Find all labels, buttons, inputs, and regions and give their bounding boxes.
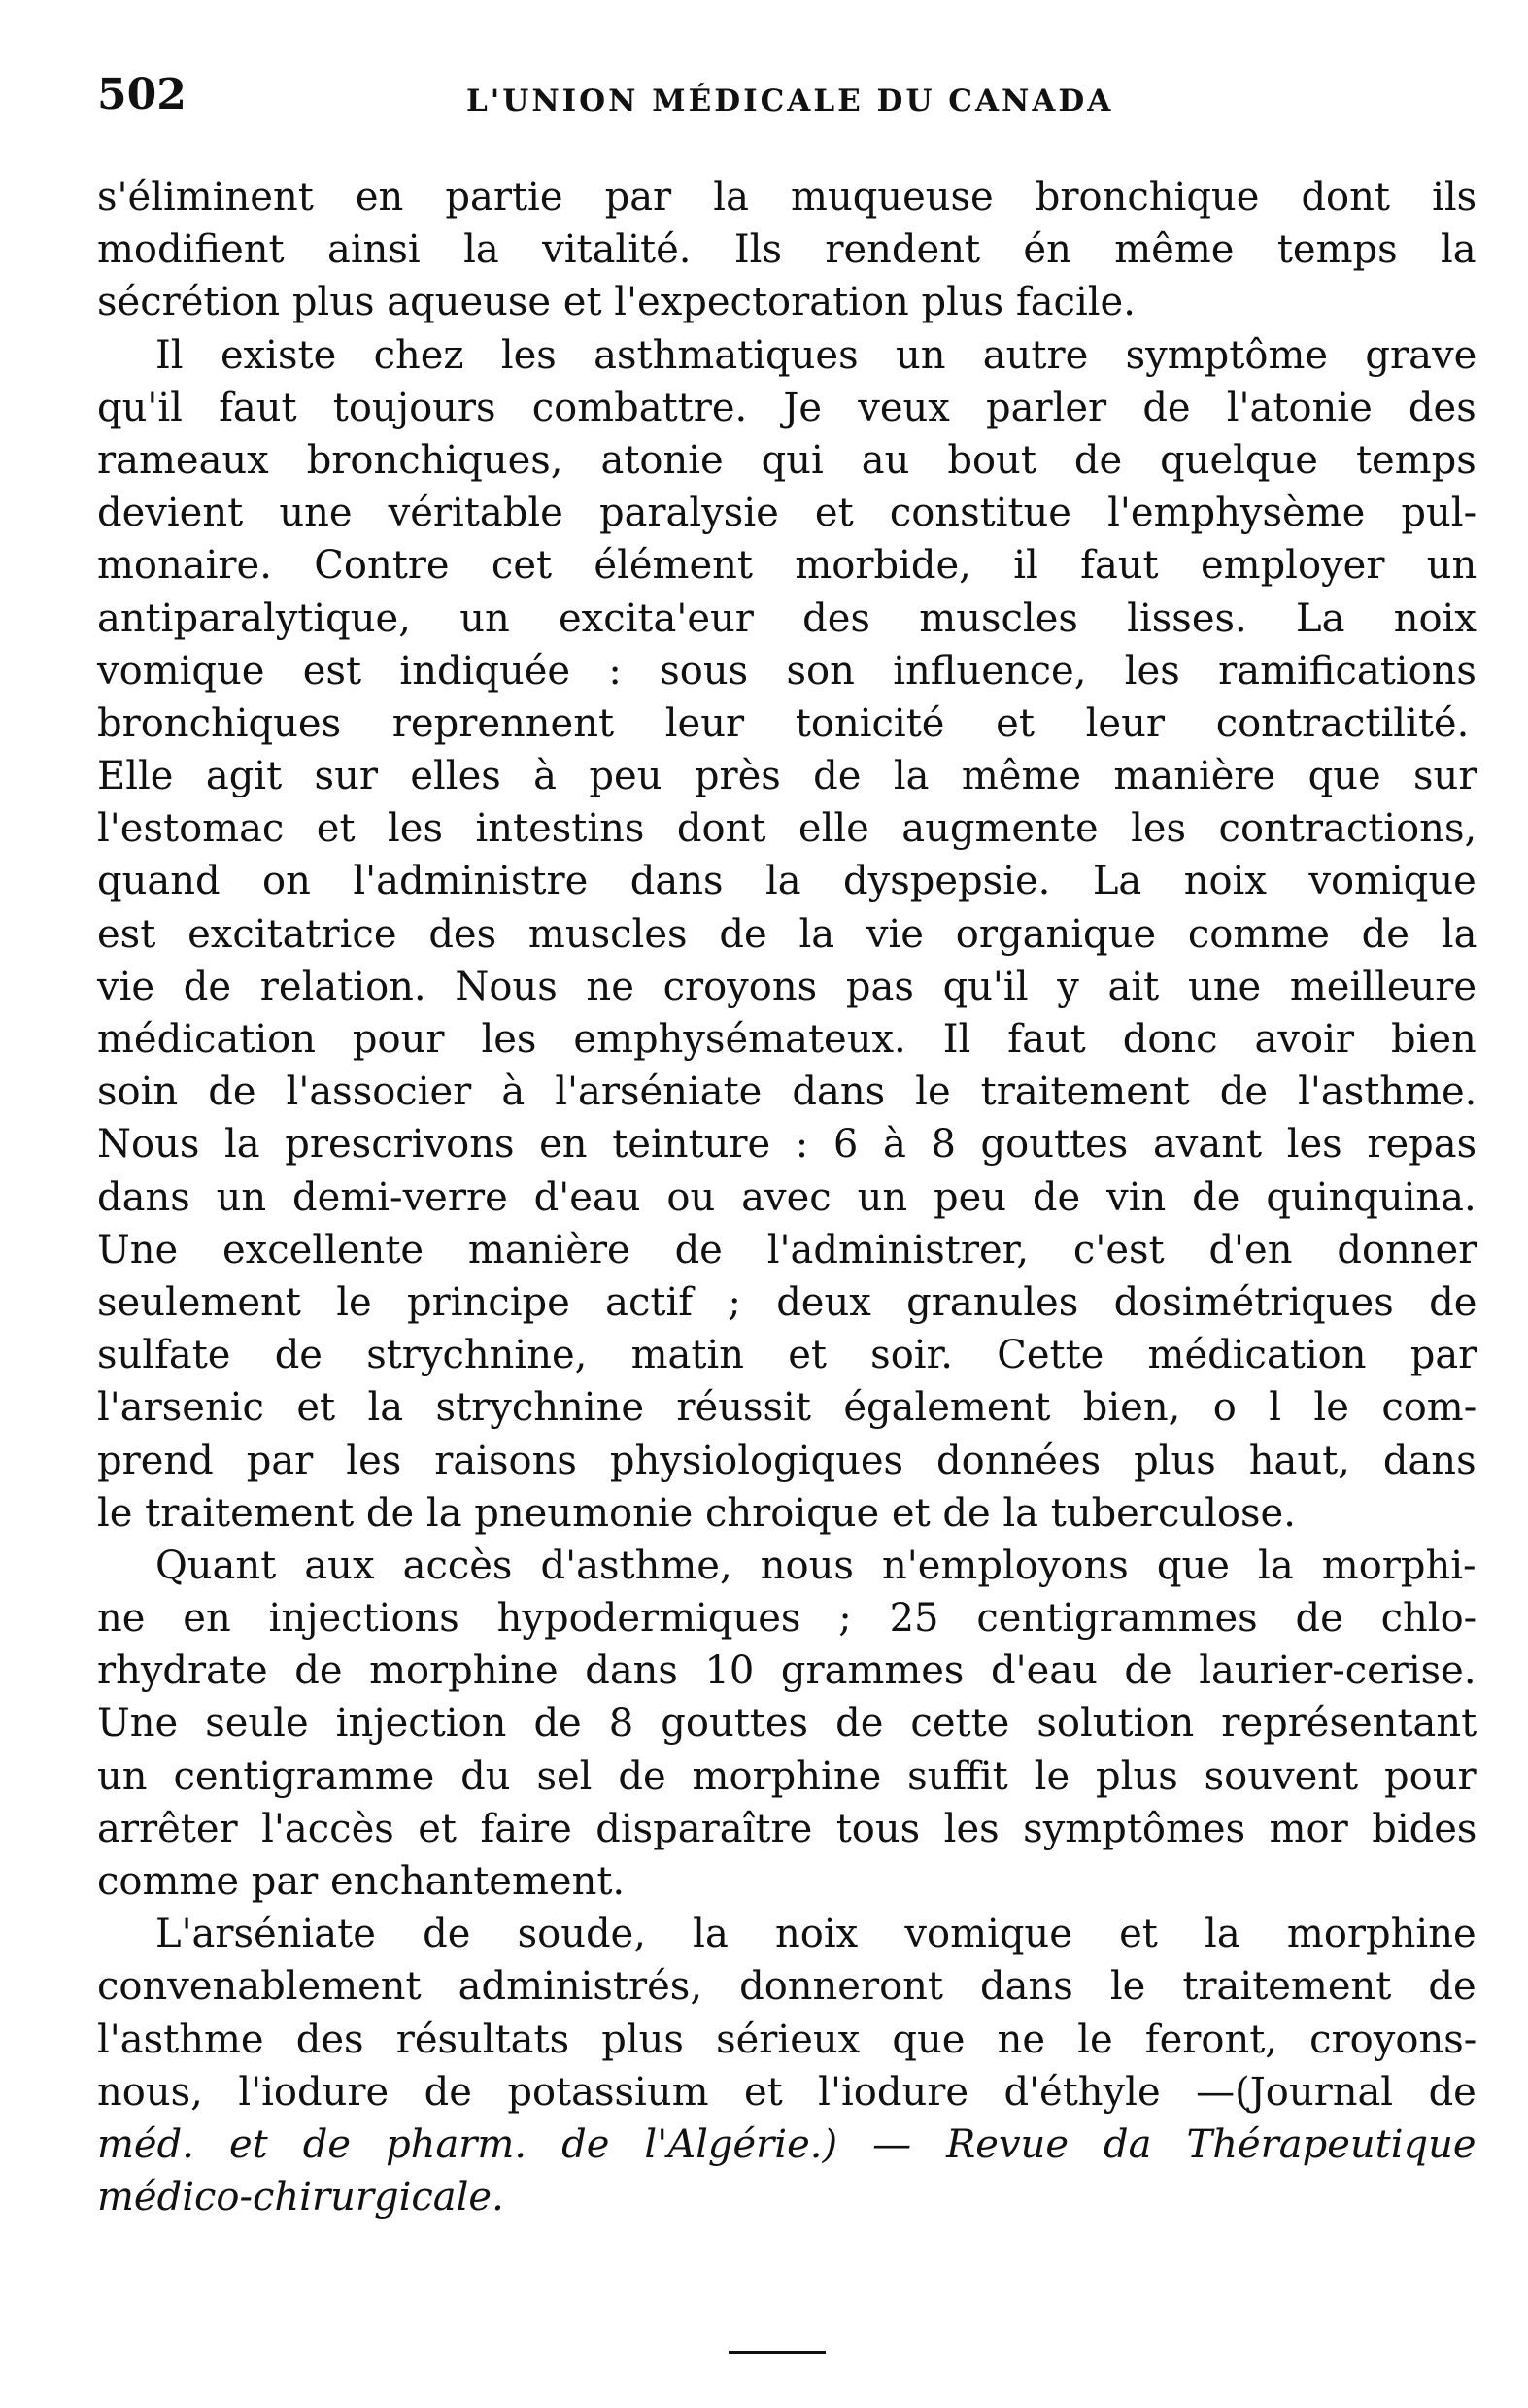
text-line: rameaux bronchiques, atonie qui au bout de quelque temps	[97, 437, 1477, 483]
text-line: nous, l'iodure de potassium et l'iodure d'éthyle —(Journal de	[97, 2069, 1477, 2115]
text-line: soin de l'associer à l'arséniate dans le traitement de l'asthme.	[97, 1069, 1477, 1115]
text-line: seulement le principe actif ; deux granules dosimétriques de	[97, 1279, 1477, 1325]
text-line: dans un demi-verre d'eau ou avec un peu de vin de quinquina.	[97, 1174, 1477, 1220]
text-line: Nous la prescrivons en teinture : 6 à 8 gouttes avant les repas	[97, 1122, 1477, 1168]
text-line: sulfate de strychnine, matin et soir. Cette médication par	[97, 1333, 1477, 1378]
article-text	[97, 171, 1496, 2223]
citation-line: médico-chirurgicale.	[97, 2175, 504, 2221]
paragraph-start-line: Il existe chez les asthmatiques un autre symptôme grave	[155, 332, 1477, 378]
citation-line: méd. et de pharm. de l'Algérie.) — Revue da Thérapeutique	[97, 2121, 1477, 2167]
text-line: l'asthme des résultats plus sérieux que ne le feront, croyons-	[97, 2017, 1477, 2062]
text-line: antiparalytique, un excita'eur des muscles lisses. La noix	[97, 595, 1477, 641]
text-line: Une seule injection de 8 gouttes de cette solution représentant	[97, 1701, 1477, 1747]
page-header	[97, 70, 1477, 128]
text-line: l'estomac et les intestins dont elle augmente les contractions,	[97, 806, 1477, 852]
text-line: s'éliminent en partie par la muqueuse bronchique dont ils	[97, 175, 1477, 220]
text-line: vie de relation. Nous ne croyons pas qu'il y ait une meilleure	[97, 964, 1477, 1009]
running-title: L'UNION MÉDICALE DU CANADA	[466, 84, 1114, 119]
text-line: un centigramme du sel de morphine suffit le plus souvent pour	[97, 1753, 1477, 1799]
text-line: bronchiques reprennent leur tonicité et leur contractilité.	[97, 700, 1470, 746]
text-line: est excitatrice des muscles de la vie organique comme de la	[97, 911, 1477, 957]
text-line: rhydrate de morphine dans 10 grammes d'eau de laurier-cerise.	[97, 1648, 1477, 1694]
end-rule	[729, 2351, 826, 2354]
text-line: monaire. Contre cet élément morbide, il faut employer un	[97, 543, 1477, 589]
text-line: quand on l'administre dans la dyspepsie. La noix vomique	[97, 859, 1477, 904]
text-line: le traitement de la pneumonie chroique et de la tuberculose.	[97, 1490, 1296, 1536]
text-line: Une excellente manière de l'administrer, c'est d'en donner	[97, 1227, 1477, 1272]
text-line: convenablement administrés, donneront dans le traitement de	[97, 1964, 1477, 2010]
text-line: vomique est indiquée : sous son influence, les ramifications	[97, 648, 1477, 694]
text-line: qu'il faut toujours combattre. Je veux parler de l'atonie des	[97, 385, 1477, 430]
text-line: ne en injections hypodermiques ; 25 centigrammes de chlo-	[97, 1596, 1477, 1642]
text-line: modifient ainsi la vitalité. Ils rendent én même temps la	[97, 227, 1477, 273]
text-line: prend par les raisons physiologiques données plus haut, dans	[97, 1438, 1477, 1483]
paragraph-start-line: Quant aux accès d'asthme, nous n'employons que la morphi-	[155, 1543, 1477, 1588]
text-line: Elle agit sur elles à peu près de la même manière que sur	[97, 754, 1477, 799]
page-number: 502	[97, 70, 187, 119]
text-line: devient une véritable paralysie et constitue l'emphysème pul-	[97, 491, 1477, 536]
text-line: comme par enchantement.	[97, 1859, 626, 1904]
text-line: l'arsenic et la strychnine réussit également bien, o l le com-	[97, 1385, 1477, 1431]
text-line: arrêter l'accès et faire disparaître tous les symptômes mor bides	[97, 1806, 1477, 1851]
paragraph-start-line: L'arséniate de soude, la noix vomique et la morphine	[155, 1912, 1477, 1957]
text-line: sécrétion plus aqueuse et l'expectoration plus facile.	[97, 280, 1136, 325]
text-line: médication pour les emphysémateux. Il faut donc avoir bien	[97, 1017, 1477, 1062]
